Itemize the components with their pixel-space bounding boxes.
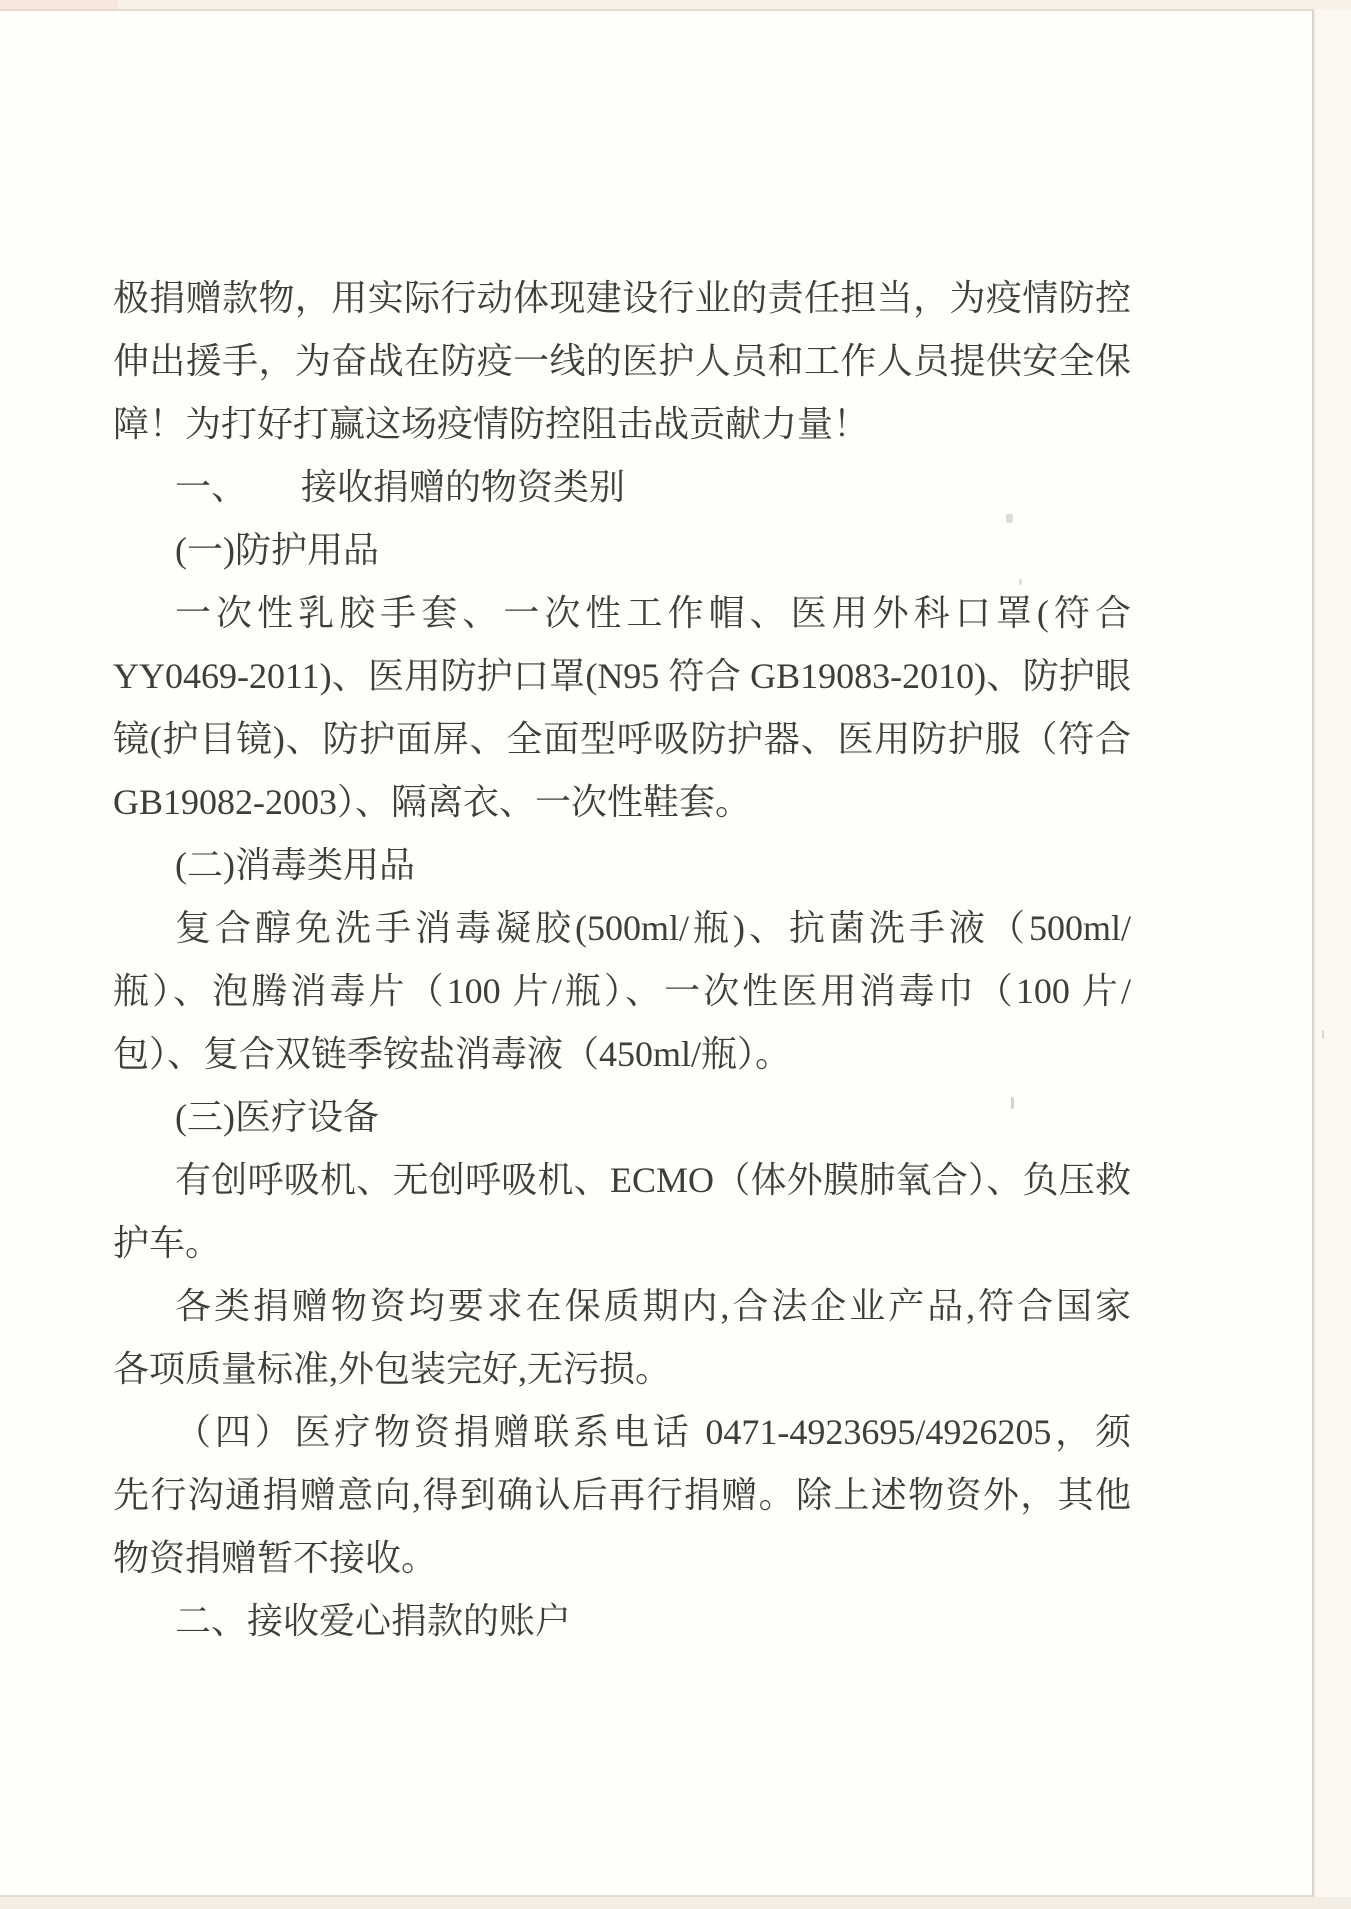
body-line: 有创呼吸机、无创呼吸机、ECMO（体外膜肺氧合）、负压救 [175, 1160, 1131, 1200]
subheading-1-2: (二)消毒类用品 [175, 845, 415, 885]
body-line: 复合醇免洗手消毒凝胶(500ml/瓶)、抗菌洗手液（500ml/ [175, 908, 1131, 948]
scan-speck [1011, 1097, 1014, 1109]
body-line: 一次性乳胶手套、一次性工作帽、医用外科口罩(符合 [175, 593, 1131, 633]
body-line: 物资捐赠暂不接收。 [113, 1538, 438, 1578]
body-line: GB19082-2003）、隔离衣、一次性鞋套。 [113, 782, 751, 822]
body-line: 护车。 [113, 1223, 222, 1263]
body-line: 瓶）、泡腾消毒片（100 片/瓶）、一次性医用消毒巾（100 片/ [113, 971, 1131, 1011]
scan-background-right [1316, 9, 1351, 1897]
scan-speck [1019, 579, 1022, 585]
scan-speck [1322, 1030, 1324, 1039]
document-body [113, 267, 1131, 1653]
body-line: 极捐赠款物，用实际行动体现建设行业的责任担当，为疫情防控 [113, 278, 1131, 318]
subheading-1-3: (三)医疗设备 [175, 1097, 379, 1137]
body-line: 包）、复合双链季铵盐消毒液（450ml/瓶）。 [113, 1034, 792, 1074]
body-line: 先行沟通捐赠意向,得到确认后再行捐赠。除上述物资外，其他 [113, 1475, 1131, 1515]
body-line: 障！为打好打赢这场疫情防控阻击战贡献力量！ [113, 404, 870, 444]
heading-section-1: 一、 接收捐赠的物资类别 [175, 467, 626, 507]
body-line: YY0469-2011)、医用防护口罩(N95 符合 GB19083-2010)、防护眼 [113, 656, 1131, 696]
scan-background-bottom [0, 1897, 1351, 1909]
scan-speck [1006, 514, 1013, 523]
body-line: 各类捐赠物资均要求在保质期内,合法企业产品,符合国家 [175, 1286, 1131, 1326]
body-line: 各项质量标准,外包装完好,无污损。 [113, 1349, 672, 1389]
heading-section-2: 二、接收爱心捐款的账户 [175, 1601, 572, 1641]
body-line: 伸出援手，为奋战在防疫一线的医护人员和工作人员提供安全保 [113, 341, 1131, 381]
scanned-page [0, 9, 1314, 1897]
subheading-1-1: (一)防护用品 [175, 530, 379, 570]
subheading-1-4: （四）医疗物资捐赠联系电话 0471-4923695/4926205，须 [175, 1412, 1131, 1452]
body-line: 镜(护目镜)、防护面屏、全面型呼吸防护器、医用防护服（符合 [113, 719, 1131, 759]
